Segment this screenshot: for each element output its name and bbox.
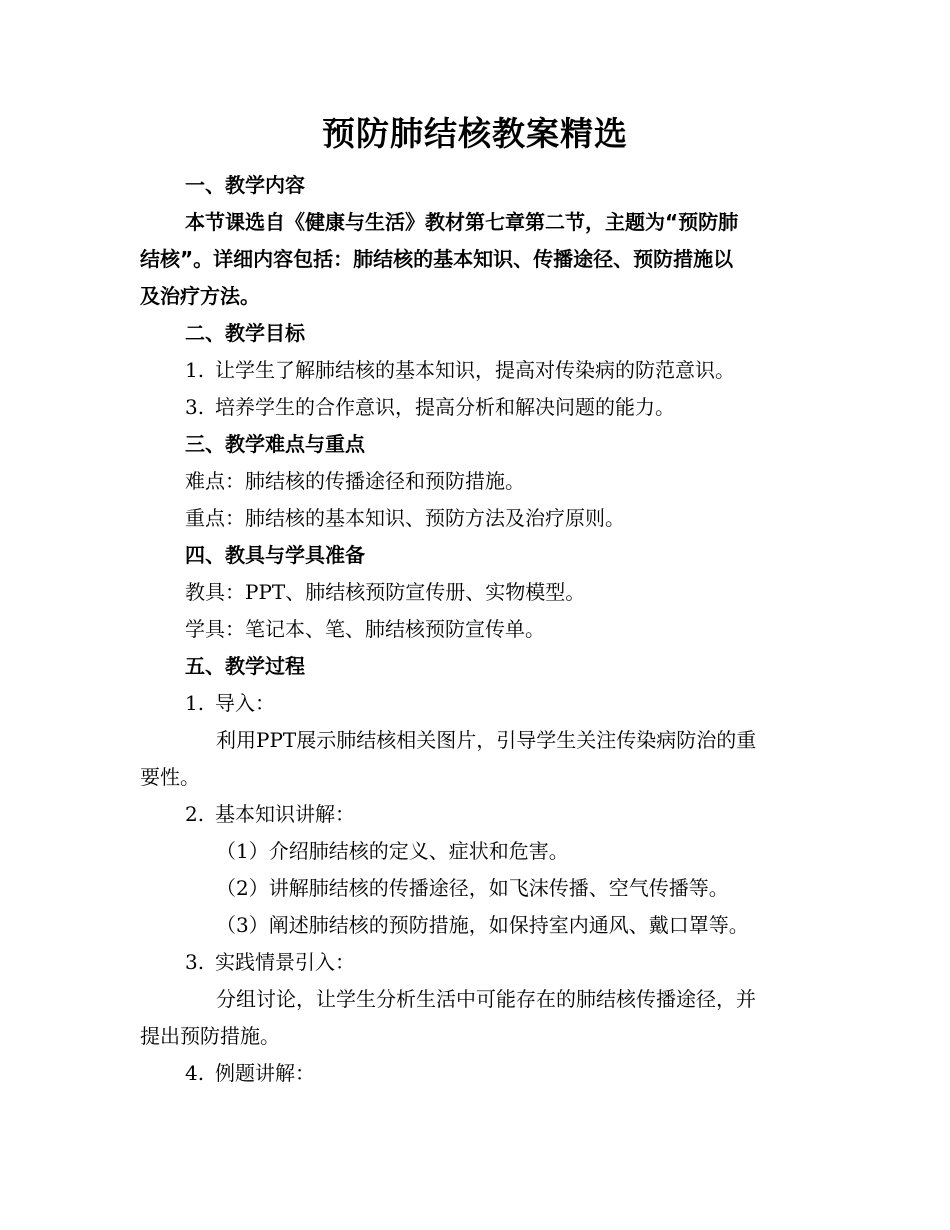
step-paragraph-line-2: 提出预防措施。 — [140, 1024, 280, 1048]
item-number: 3. — [185, 395, 205, 419]
section-heading-process: 五、教学过程 — [185, 654, 305, 678]
step-label: 导入： — [215, 691, 275, 715]
content-paragraph-line-1: 本节课选自《健康与生活》教材第七章第二节，主题为“预防肺 — [185, 210, 739, 234]
step-number: 3. — [185, 950, 205, 974]
step-number: 2. — [185, 802, 205, 826]
item-number: 1. — [185, 358, 205, 382]
teaching-aids-line: 教具：PPT、肺结核预防宣传册、实物模型。 — [185, 580, 586, 604]
step-paragraph-line-1: 利用PPT展示肺结核相关图片，引导学生关注传染病防治的重 — [216, 728, 757, 752]
key-point-line: 重点：肺结核的基本知识、预防方法及治疗原则。 — [185, 506, 625, 530]
section-heading-materials: 四、教具与学具准备 — [185, 543, 365, 567]
step-label: 基本知识讲解： — [215, 802, 355, 826]
step-label: 实践情景引入： — [215, 950, 355, 974]
step-examples — [185, 1059, 315, 1087]
step-label: 例题讲解： — [215, 1061, 315, 1085]
page-title: 预防肺结核教案精选 — [322, 114, 628, 153]
sub-item: （1）介绍肺结核的定义、症状和危害。 — [216, 839, 569, 863]
objective-item — [185, 356, 735, 384]
difficulty-line: 难点：肺结核的传播途径和预防措施。 — [185, 469, 525, 493]
student-supplies-line: 学具：笔记本、笔、肺结核预防宣传单。 — [185, 617, 545, 641]
section-heading-content: 一、教学内容 — [185, 173, 305, 197]
content-paragraph-line-3: 及治疗方法。 — [140, 284, 260, 308]
step-number: 4. — [185, 1061, 205, 1085]
step-number: 1. — [185, 691, 205, 715]
item-text: 培养学生的合作意识，提高分析和解决问题的能力。 — [215, 395, 675, 419]
step-introduction — [185, 689, 275, 717]
sub-item: （2）讲解肺结核的传播途径，如飞沫传播、空气传播等。 — [216, 876, 729, 900]
step-paragraph-line-2: 要性。 — [140, 765, 200, 789]
item-text: 让学生了解肺结核的基本知识，提高对传染病的防范意识。 — [215, 358, 735, 382]
step-paragraph-line-1: 分组讨论，让学生分析生活中可能存在的肺结核传播途径，并 — [216, 987, 756, 1011]
step-basic-knowledge — [185, 800, 355, 828]
step-practice-scenario — [185, 948, 355, 976]
objective-item — [185, 393, 675, 421]
sub-item: （3）阐述肺结核的预防措施，如保持室内通风、戴口罩等。 — [216, 913, 749, 937]
section-heading-difficulties: 三、教学难点与重点 — [185, 432, 365, 456]
section-heading-objectives: 二、教学目标 — [185, 321, 305, 345]
content-paragraph-line-2: 结核”。详细内容包括：肺结核的基本知识、传播途径、预防措施以 — [140, 247, 734, 271]
